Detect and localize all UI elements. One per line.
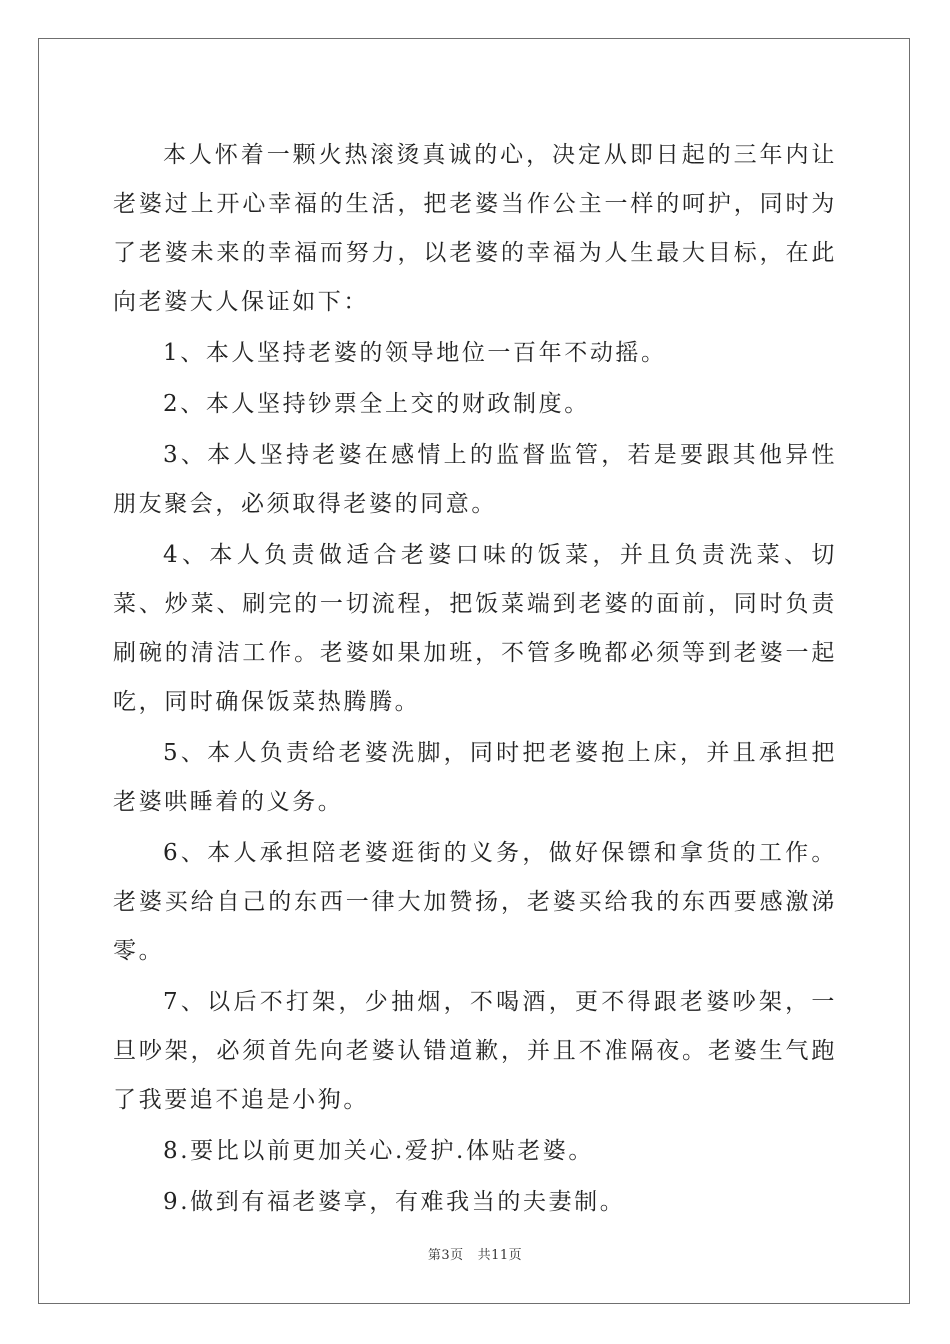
pledge-item-4: 4、本人负责做适合老婆口味的饭菜，并且负责洗菜、切菜、炒菜、刷完的一切流程，把饭菜端到老婆的面前，同时负责刷碗的清洁工作。老婆如果加班，不管多晚都必须等到老婆一起吃，同时确保饭菜热腾腾。 xyxy=(113,542,837,715)
pledge-item-9: 9.做到有福老婆享，有难我当的夫妻制。 xyxy=(163,1189,626,1215)
pledge-item-8: 8.要比以前更加关心.爱护.体贴老婆。 xyxy=(163,1138,594,1164)
document-body xyxy=(113,131,837,1229)
page-footer xyxy=(0,1244,950,1263)
page-number-current: 第3页 xyxy=(427,1248,464,1263)
intro-paragraph: 本人怀着一颗火热滚烫真诚的心，决定从即日起的三年内让老婆过上开心幸福的生活，把老婆当作公主一样的呵护，同时为了老婆未来的幸福而努力，以老婆的幸福为人生最大目标，在此向老婆大人保证如下： xyxy=(113,142,837,315)
pledge-item-2: 2、本人坚持钞票全上交的财政制度。 xyxy=(163,391,590,417)
pledge-item-3: 3、本人坚持老婆在感情上的监督监管，若是要跟其他异性朋友聚会，必须取得老婆的同意。 xyxy=(113,442,837,517)
pledge-item-1: 1、本人坚持老婆的领导地位一百年不动摇。 xyxy=(163,340,667,366)
pledge-item-6: 6、本人承担陪老婆逛街的义务，做好保镖和拿货的工作。老婆买给自己的东西一律大加赞扬，老婆买给我的东西要感激涕零。 xyxy=(113,840,837,964)
page-number-total: 共11页 xyxy=(477,1248,523,1263)
pledge-item-7: 7、以后不打架，少抽烟，不喝酒，更不得跟老婆吵架，一旦吵架，必须首先向老婆认错道歉，并且不准隔夜。老婆生气跑了我要追不追是小狗。 xyxy=(113,989,837,1113)
pledge-item-5: 5、本人负责给老婆洗脚，同时把老婆抱上床，并且承担把老婆哄睡着的义务。 xyxy=(113,740,837,815)
